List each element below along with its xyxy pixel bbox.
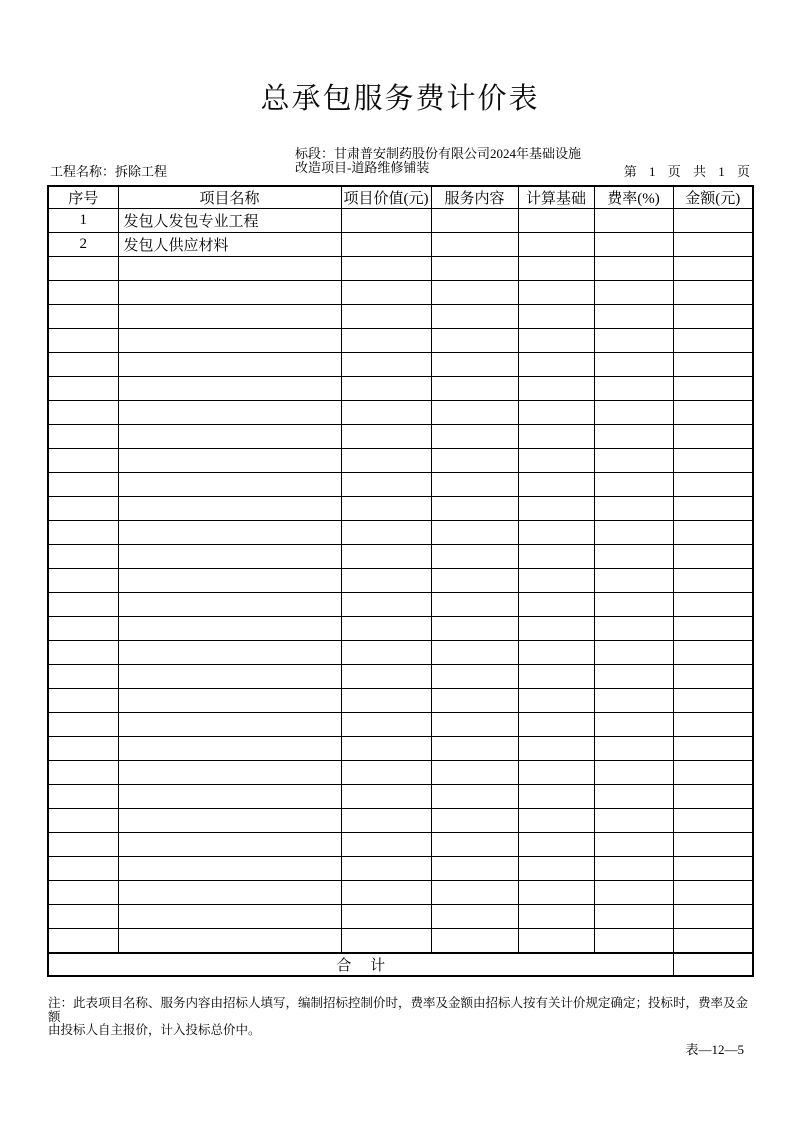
cell-service <box>431 713 518 737</box>
cell-rate <box>594 305 673 329</box>
cell-basis <box>518 425 594 449</box>
cell-value <box>341 737 431 761</box>
total-label-cell: 合 计 <box>48 953 673 976</box>
total-row <box>48 953 753 976</box>
cell-basis <box>518 377 594 401</box>
cell-basis <box>518 641 594 665</box>
cell-amount <box>673 305 753 329</box>
cell-rate <box>594 617 673 641</box>
cell-no <box>48 353 118 377</box>
cell-rate <box>594 545 673 569</box>
table-row <box>48 569 753 593</box>
cell-name <box>118 737 341 761</box>
table-row <box>48 857 753 881</box>
cell-rate <box>594 593 673 617</box>
cell-name <box>118 329 341 353</box>
cell-basis <box>518 521 594 545</box>
cell-no: 1 <box>48 209 118 233</box>
cell-rate <box>594 209 673 233</box>
cell-rate <box>594 233 673 257</box>
table-row <box>48 329 753 353</box>
cell-value <box>341 281 431 305</box>
cell-name <box>118 593 341 617</box>
col-header-basis: 计算基础 <box>518 186 594 209</box>
cell-value <box>341 545 431 569</box>
table-row <box>48 785 753 809</box>
cell-name <box>118 305 341 329</box>
cell-rate <box>594 473 673 497</box>
cell-basis <box>518 785 594 809</box>
col-header-rate: 费率(%) <box>594 186 673 209</box>
table-row <box>48 521 753 545</box>
cell-amount <box>673 257 753 281</box>
cell-name: 发包人供应材料 <box>118 233 341 257</box>
cell-rate <box>594 497 673 521</box>
cell-service <box>431 281 518 305</box>
cell-amount <box>673 641 753 665</box>
cell-no <box>48 281 118 305</box>
table-row <box>48 929 753 954</box>
cell-service <box>431 641 518 665</box>
cell-basis <box>518 593 594 617</box>
cell-no <box>48 833 118 857</box>
cell-rate <box>594 809 673 833</box>
form-code: 表—12—5 <box>685 1042 744 1057</box>
table-row <box>48 425 753 449</box>
table-row <box>48 617 753 641</box>
section-line-2: 改造项目-道路维修铺装 <box>295 160 430 175</box>
cell-rate <box>594 785 673 809</box>
cell-amount <box>673 857 753 881</box>
cell-no <box>48 569 118 593</box>
cell-no <box>48 401 118 425</box>
cell-no <box>48 857 118 881</box>
cell-name <box>118 425 341 449</box>
cell-amount <box>673 905 753 929</box>
cell-service <box>431 257 518 281</box>
cell-amount <box>673 737 753 761</box>
page-title: 总承包服务费计价表 <box>260 83 540 115</box>
cell-no <box>48 449 118 473</box>
cell-rate <box>594 329 673 353</box>
cell-name <box>118 929 341 954</box>
cell-value <box>341 833 431 857</box>
col-header-amount: 金额(元) <box>673 186 753 209</box>
cell-basis <box>518 905 594 929</box>
cell-rate <box>594 857 673 881</box>
cell-basis <box>518 617 594 641</box>
cell-service <box>431 665 518 689</box>
cell-amount <box>673 929 753 954</box>
cell-no <box>48 377 118 401</box>
table-row <box>48 281 753 305</box>
cell-name <box>118 857 341 881</box>
table-row <box>48 593 753 617</box>
cell-value <box>341 209 431 233</box>
cell-rate <box>594 905 673 929</box>
table-row <box>48 689 753 713</box>
cell-service <box>431 833 518 857</box>
cell-service <box>431 617 518 641</box>
cell-name <box>118 689 341 713</box>
cell-name <box>118 809 341 833</box>
cell-value <box>341 929 431 954</box>
cell-value <box>341 857 431 881</box>
table-row <box>48 209 753 233</box>
cell-value <box>341 401 431 425</box>
cell-name <box>118 881 341 905</box>
footnote <box>48 997 754 1038</box>
cell-value <box>341 593 431 617</box>
cell-no <box>48 641 118 665</box>
cell-service <box>431 473 518 497</box>
section-label <box>295 147 581 175</box>
project-name-label: 工程名称：拆除工程 <box>50 164 168 179</box>
cell-name <box>118 785 341 809</box>
cell-amount <box>673 593 753 617</box>
cell-no <box>48 305 118 329</box>
table-row <box>48 353 753 377</box>
cell-service <box>431 857 518 881</box>
cell-service <box>431 785 518 809</box>
cell-amount <box>673 545 753 569</box>
cell-amount <box>673 569 753 593</box>
fee-table <box>47 185 754 977</box>
cell-amount <box>673 761 753 785</box>
table-row <box>48 833 753 857</box>
cell-value <box>341 497 431 521</box>
cell-rate <box>594 641 673 665</box>
cell-no <box>48 497 118 521</box>
cell-rate <box>594 377 673 401</box>
cell-service <box>431 545 518 569</box>
cell-basis <box>518 329 594 353</box>
table-body <box>48 209 753 954</box>
cell-service <box>431 881 518 905</box>
cell-amount <box>673 425 753 449</box>
table-header-row <box>48 186 753 209</box>
cell-value <box>341 377 431 401</box>
table-row <box>48 473 753 497</box>
cell-service <box>431 425 518 449</box>
cell-rate <box>594 521 673 545</box>
cell-amount <box>673 353 753 377</box>
cell-service <box>431 233 518 257</box>
header-meta <box>48 145 752 182</box>
cell-service <box>431 401 518 425</box>
cell-value <box>341 329 431 353</box>
cell-value <box>341 809 431 833</box>
cell-basis <box>518 881 594 905</box>
cell-amount <box>673 881 753 905</box>
cell-no <box>48 809 118 833</box>
cell-rate <box>594 761 673 785</box>
cell-amount <box>673 209 753 233</box>
cell-basis <box>518 833 594 857</box>
cell-value <box>341 353 431 377</box>
cell-service <box>431 809 518 833</box>
table-row <box>48 737 753 761</box>
cell-basis <box>518 353 594 377</box>
cell-basis <box>518 281 594 305</box>
table-row <box>48 809 753 833</box>
cell-value <box>341 617 431 641</box>
cell-basis <box>518 737 594 761</box>
cell-no <box>48 521 118 545</box>
cell-service <box>431 689 518 713</box>
cell-value <box>341 521 431 545</box>
table-row <box>48 257 753 281</box>
cell-no <box>48 929 118 954</box>
cell-rate <box>594 257 673 281</box>
table-row <box>48 401 753 425</box>
cell-amount <box>673 473 753 497</box>
cell-name <box>118 353 341 377</box>
cell-name <box>118 641 341 665</box>
cell-basis <box>518 473 594 497</box>
cell-basis <box>518 449 594 473</box>
cell-name <box>118 665 341 689</box>
cell-value <box>341 881 431 905</box>
col-header-name: 项目名称 <box>118 186 341 209</box>
cell-value <box>341 449 431 473</box>
table-row <box>48 449 753 473</box>
table-row <box>48 665 753 689</box>
cell-value <box>341 785 431 809</box>
cell-basis <box>518 233 594 257</box>
cell-basis <box>518 857 594 881</box>
cell-amount <box>673 689 753 713</box>
cell-value <box>341 425 431 449</box>
cell-service <box>431 569 518 593</box>
cell-basis <box>518 713 594 737</box>
cell-basis <box>518 497 594 521</box>
cell-amount <box>673 497 753 521</box>
cell-name <box>118 521 341 545</box>
cell-name <box>118 401 341 425</box>
cell-name <box>118 377 341 401</box>
table-row <box>48 377 753 401</box>
cell-no <box>48 713 118 737</box>
cell-no <box>48 593 118 617</box>
cell-rate <box>594 881 673 905</box>
table-row <box>48 497 753 521</box>
cell-basis <box>518 569 594 593</box>
cell-service <box>431 497 518 521</box>
cell-name <box>118 497 341 521</box>
section-line-1: 标段：甘肃普安制药股份有限公司2024年基础设施 <box>295 146 582 161</box>
cell-rate <box>594 689 673 713</box>
cell-no <box>48 473 118 497</box>
cell-basis <box>518 809 594 833</box>
cell-basis <box>518 209 594 233</box>
cell-amount <box>673 281 753 305</box>
cell-value <box>341 257 431 281</box>
cell-value <box>341 473 431 497</box>
col-header-service: 服务内容 <box>431 186 518 209</box>
cell-service <box>431 761 518 785</box>
footnote-line-2: 由投标人自主报价，计入投标总价中。 <box>48 1023 261 1037</box>
cell-amount <box>673 665 753 689</box>
cell-basis <box>518 689 594 713</box>
col-header-value: 项目价值(元) <box>341 186 431 209</box>
col-header-serial: 序号 <box>48 186 118 209</box>
page-number-info: 第 1 页 共 1 页 <box>623 164 750 179</box>
table-row <box>48 881 753 905</box>
cell-value <box>341 233 431 257</box>
cell-amount <box>673 233 753 257</box>
cell-amount <box>673 713 753 737</box>
cell-basis <box>518 929 594 954</box>
cell-name <box>118 449 341 473</box>
cell-service <box>431 353 518 377</box>
table-row <box>48 305 753 329</box>
cell-service <box>431 449 518 473</box>
cell-no <box>48 617 118 641</box>
cell-service <box>431 905 518 929</box>
cell-rate <box>594 281 673 305</box>
cell-rate <box>594 713 673 737</box>
cell-rate <box>594 449 673 473</box>
cell-service <box>431 521 518 545</box>
cell-amount <box>673 785 753 809</box>
cell-no <box>48 785 118 809</box>
cell-name: 发包人发包专业工程 <box>118 209 341 233</box>
cell-no: 2 <box>48 233 118 257</box>
cell-basis <box>518 401 594 425</box>
cell-rate <box>594 569 673 593</box>
cell-name <box>118 545 341 569</box>
cell-name <box>118 257 341 281</box>
cell-no <box>48 545 118 569</box>
cell-amount <box>673 329 753 353</box>
cell-rate <box>594 737 673 761</box>
table-row <box>48 545 753 569</box>
table-row <box>48 905 753 929</box>
cell-rate <box>594 401 673 425</box>
total-amount-cell <box>673 953 753 976</box>
cell-value <box>341 569 431 593</box>
cell-service <box>431 329 518 353</box>
cell-name <box>118 713 341 737</box>
cell-name <box>118 569 341 593</box>
cell-value <box>341 713 431 737</box>
cell-name <box>118 617 341 641</box>
cell-service <box>431 737 518 761</box>
cell-name <box>118 281 341 305</box>
cell-name <box>118 473 341 497</box>
cell-no <box>48 665 118 689</box>
cell-basis <box>518 665 594 689</box>
cell-no <box>48 257 118 281</box>
cell-rate <box>594 665 673 689</box>
cell-value <box>341 761 431 785</box>
cell-name <box>118 905 341 929</box>
cell-value <box>341 689 431 713</box>
cell-rate <box>594 929 673 954</box>
cell-amount <box>673 617 753 641</box>
cell-service <box>431 305 518 329</box>
table-row <box>48 713 753 737</box>
cell-no <box>48 425 118 449</box>
cell-name <box>118 761 341 785</box>
cell-value <box>341 305 431 329</box>
cell-rate <box>594 353 673 377</box>
cell-no <box>48 329 118 353</box>
cell-value <box>341 665 431 689</box>
cell-amount <box>673 377 753 401</box>
cell-value <box>341 641 431 665</box>
cell-no <box>48 761 118 785</box>
cell-rate <box>594 425 673 449</box>
cell-amount <box>673 401 753 425</box>
cell-no <box>48 881 118 905</box>
table-row <box>48 641 753 665</box>
cell-basis <box>518 761 594 785</box>
cell-amount <box>673 521 753 545</box>
cell-basis <box>518 545 594 569</box>
cell-rate <box>594 833 673 857</box>
cell-service <box>431 929 518 954</box>
cell-basis <box>518 257 594 281</box>
cell-no <box>48 905 118 929</box>
table-row <box>48 233 753 257</box>
cell-amount <box>673 809 753 833</box>
footnote-line-1: 注：此表项目名称、服务内容由招标人填写，编制招标控制价时，费率及金额由招标人按有关计价规定确定；投标时，费率及金额 <box>48 996 749 1024</box>
cell-amount <box>673 449 753 473</box>
cell-no <box>48 737 118 761</box>
cell-basis <box>518 305 594 329</box>
cell-service <box>431 377 518 401</box>
cell-name <box>118 833 341 857</box>
table-row <box>48 761 753 785</box>
cell-value <box>341 905 431 929</box>
cell-service <box>431 593 518 617</box>
cell-no <box>48 689 118 713</box>
cell-service <box>431 209 518 233</box>
cell-amount <box>673 833 753 857</box>
